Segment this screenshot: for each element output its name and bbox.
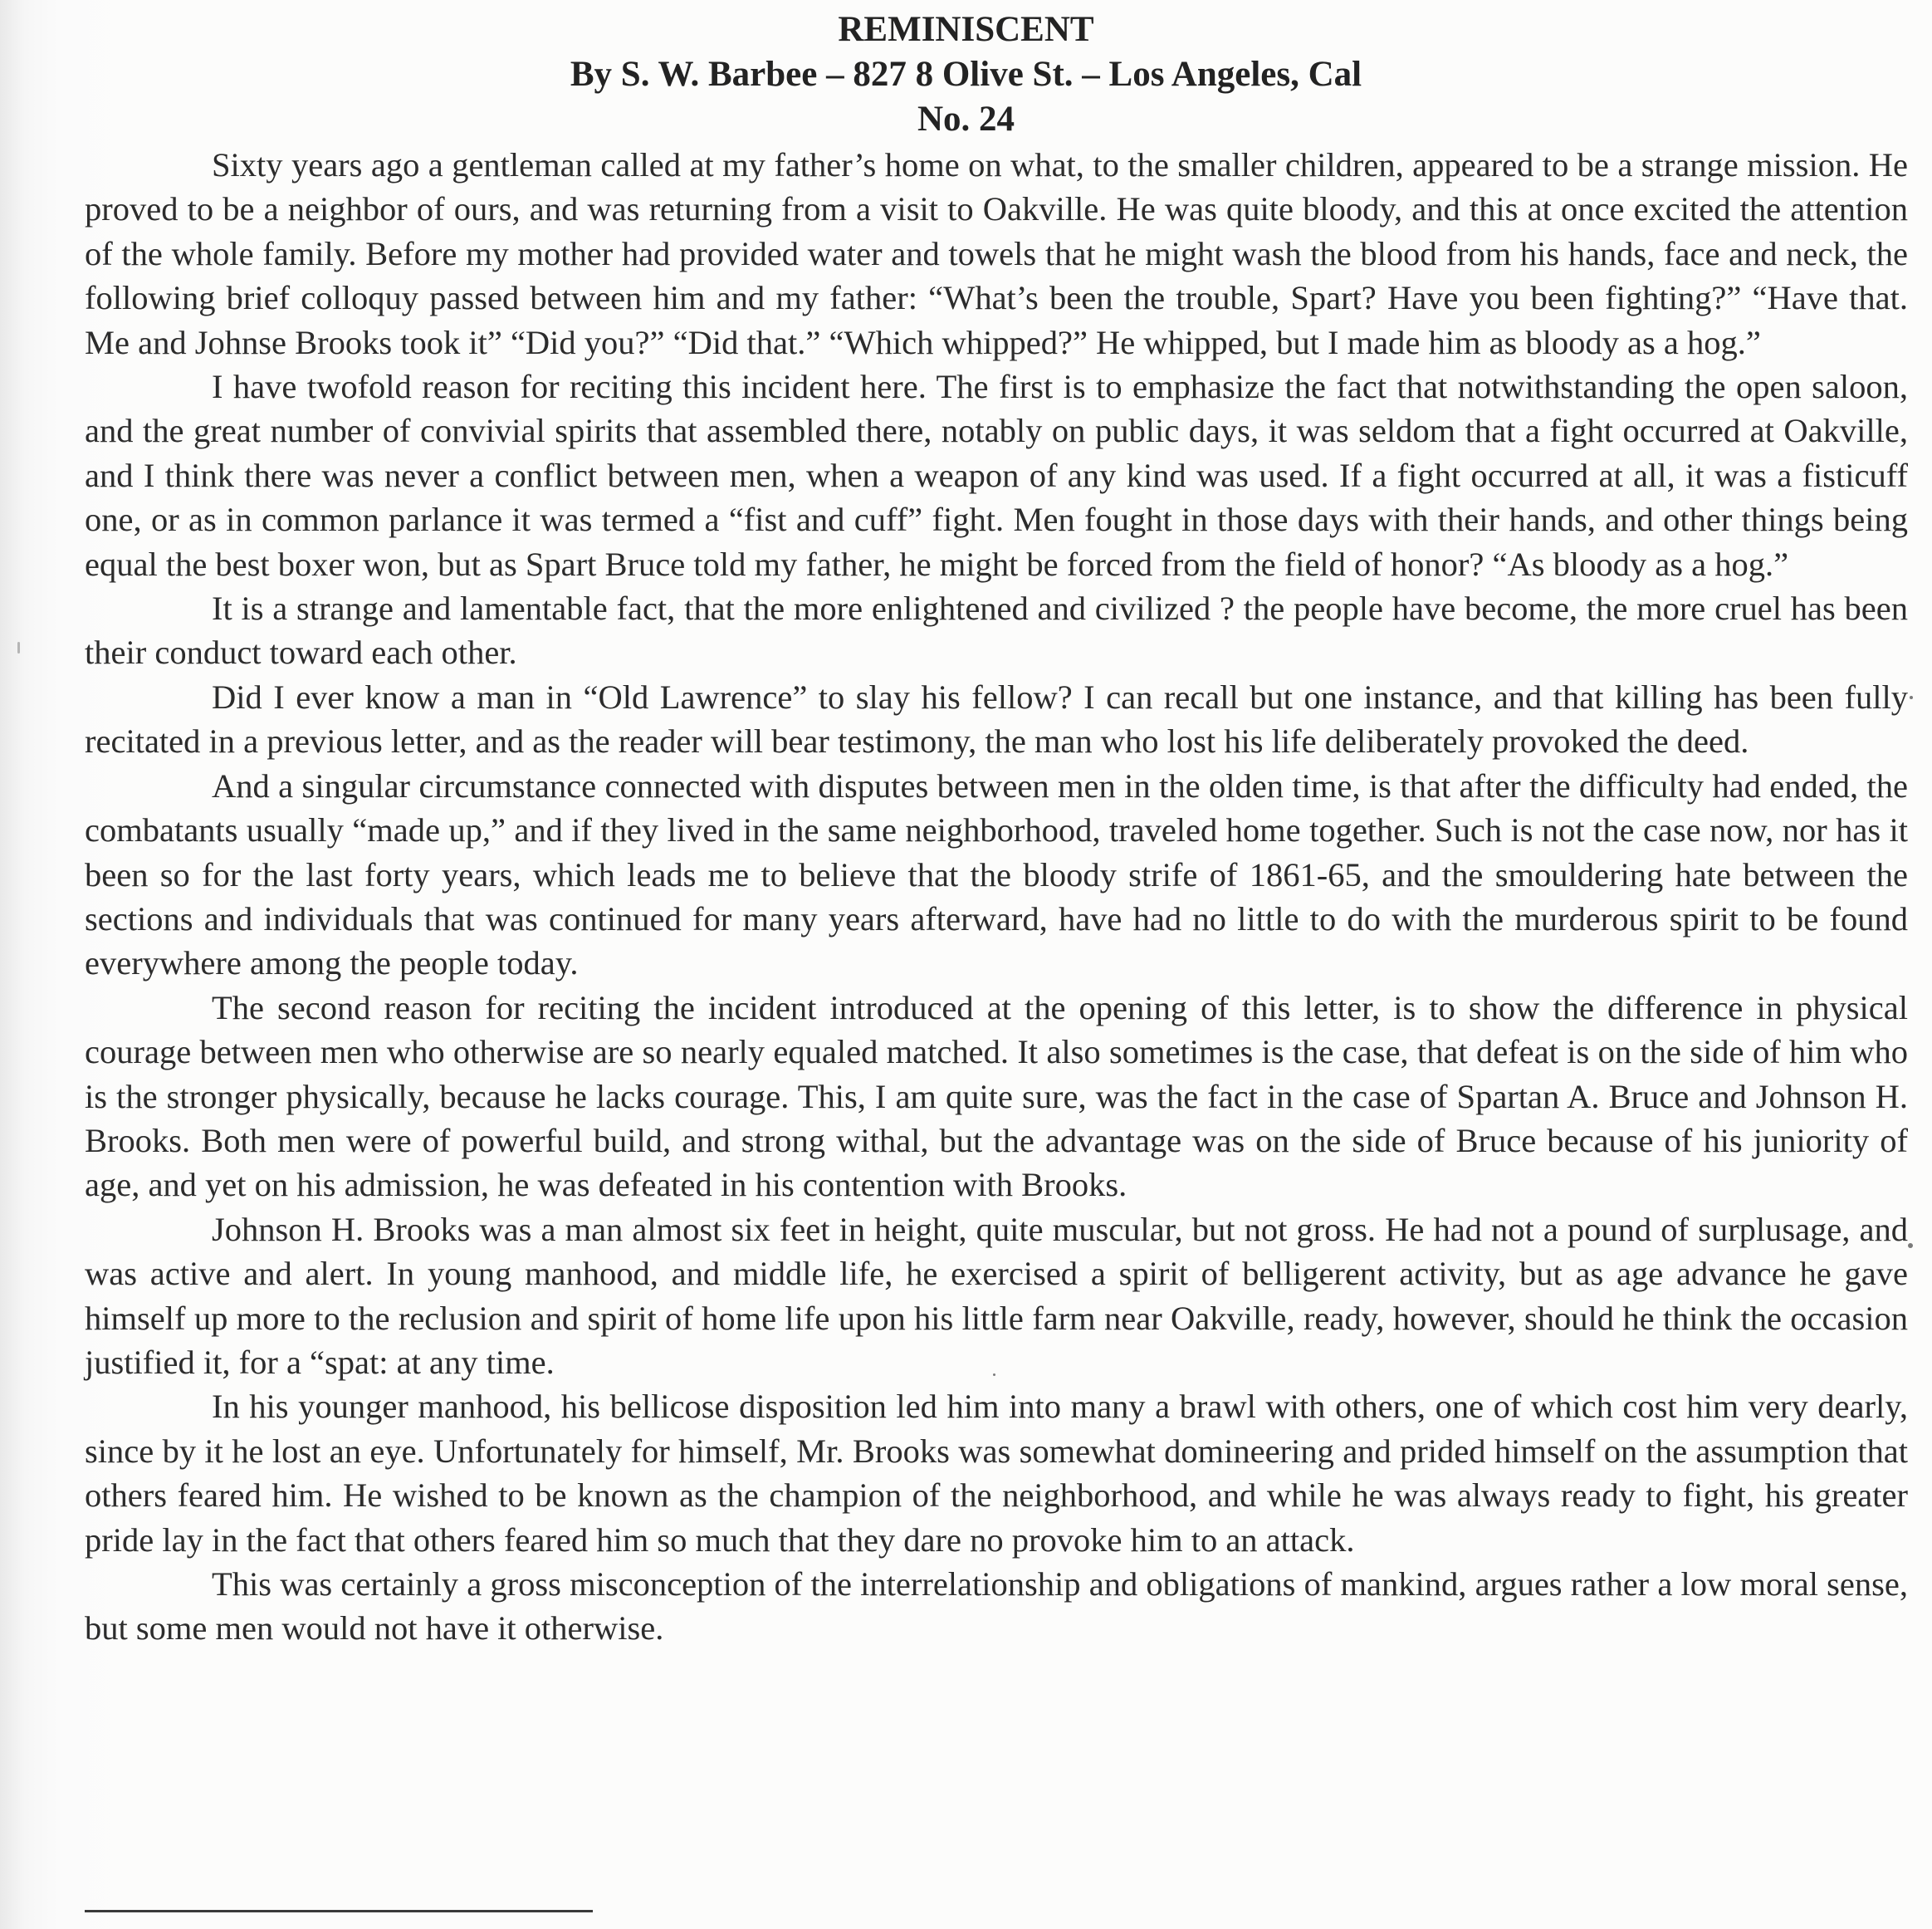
- article-title: REMINISCENT: [838, 10, 1094, 49]
- paragraph: Did I ever know a man in “Old Lawrence” to slay his fellow? I can recall but one instance, and that killing has been fully recitated in a previous letter, and as the reader will bear testimony, the man who lost his life deliberately provoked the deed.: [85, 678, 1908, 761]
- paragraph: Johnson H. Brooks was a man almost six feet in height, quite muscular, but not gross. He had not a pound of surplusage, and was active and alert. In young manhood, and middle life, he exercised a spirit of belligerent activity, but as age advance he gave himself up more to the reclusion and spirit of home life upon his little farm near Oakville, ready, however, should he think the occasion justified it, for a “spat: at any time.: [85, 1210, 1908, 1381]
- paragraph: And a singular circumstance connected with disputes between men in the olden time, is that after the difficulty had ended, the combatants usually “made up,” and if they lived in the same neighborhood, traveled home together. Such is not the case now, nor has it been so for the last forty years, which leads me to believe that the bloody strife of 1861-65, and the smouldering hate between the sections and individuals that was continued for many years afterward, have had no little to do with the murderous spirit to be found everywhere among the people today.: [85, 766, 1908, 982]
- footnote-rule: [85, 1910, 593, 1912]
- article-byline: By S. W. Barbee – 827 8 Olive St. – Los Angeles, Cal: [570, 55, 1362, 94]
- paragraph: Sixty years ago a gentleman called at my father’s home on what, to the smaller children, appeared to be a strange mission. He proved to be a neighbor of ours, and was returning from a visit to Oakville. He was quite bloody, and this at once excited the attention of the whole family. Before my mother had provided water and towels that he might wash the blood from his hands, face and neck, the following brief colloquy passed between him and my father: “What’s been the trouble, Spart? Have you been fighting?” “Have that. Me and Johnse Brooks took it” “Did you?” “Did that.” “Which whipped?” He whipped, but I made him as bloody as a hog.”: [85, 146, 1908, 361]
- scan-speck: [1910, 696, 1913, 699]
- paragraph: This was certainly a gross misconception of the interrelationship and obligations of mankind, argues rather a low moral sense, but some men would not have it otherwise.: [85, 1565, 1908, 1647]
- article-body: [85, 143, 1908, 1651]
- scan-speck: [1908, 1243, 1913, 1248]
- paragraph: In his younger manhood, his bellicose disposition led him into many a brawl with others, one of which cost him very dearly, since by it he lost an eye. Unfortunately for himself, Mr. Brooks was somewhat domineering and prided himself on the assumption that others feared him. He wished to be known as the champion of the neighborhood, and while he was always ready to fight, his greater pride lay in the fact that others feared him so much that they dare no provoke him to an attack.: [85, 1388, 1908, 1559]
- paragraph: It is a strange and lamentable fact, that the more enlightened and civilized ? the people have become, the more cruel has been their conduct toward each other.: [85, 590, 1908, 672]
- paragraph: The second reason for reciting the incident introduced at the opening of this letter, is to show the difference in physical courage between men who otherwise are so nearly equaled matched. It also sometimes is the case, that defeat is on the side of him who is the stronger physically, because he lacks courage. This, I am quite sure, was the fact in the case of Spartan A. Bruce and Johnson H. Brooks. Both men were of powerful build, and strong withal, but the advantage was on the side of Bruce because of his juniority of age, and yet on his admission, he was defeated in his contention with Brooks.: [85, 988, 1908, 1204]
- article-number: No. 24: [917, 100, 1015, 139]
- scan-speck: [993, 1373, 995, 1376]
- scan-speck: [17, 642, 20, 654]
- paragraph: I have twofold reason for reciting this incident here. The first is to emphasize the fact that notwithstanding the open saloon, and the great number of convivial spirits that assembled there, notably on public days, it was seldom that a fight occurred at Oakville, and I think there was never a conflict between men, when a weapon of any kind was used. If a fight occurred at all, it was a fisticuff one, or as in common parlance it was termed a “fist and cuff” fight. Men fought in those days with their hands, and other things being equal the best boxer won, but as Spart Bruce told my father, he might be forced from the field of honor? “As bloody as a hog.”: [85, 368, 1908, 583]
